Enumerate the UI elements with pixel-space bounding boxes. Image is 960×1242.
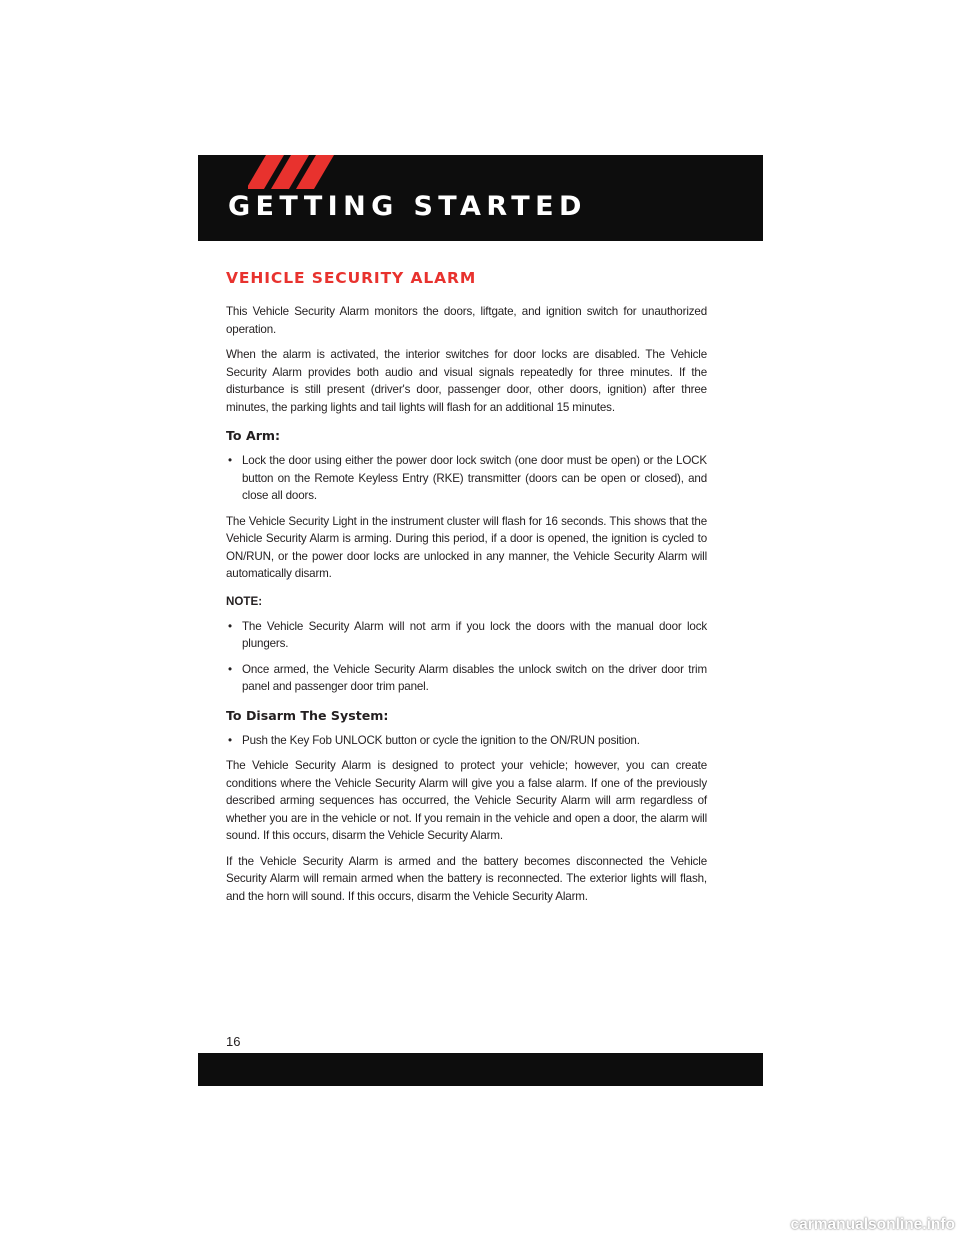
list-item (226, 618, 707, 653)
note-item-text: Once armed, the Vehicle Security Alarm disables the unlock switch on the driver door trim panel and passenger door trim panel. (242, 662, 707, 693)
bullet-icon: • (228, 662, 232, 676)
arm-heading: To Arm: (226, 428, 281, 443)
disarm-paragraph-2: If the Vehicle Security Alarm is armed and the battery becomes disconnected the Vehicle Security Alarm will remain armed when the battery is reconnected. The exterior lights will flash, and the horn will sound. If this occurs, disarm the Vehicle Security Alarm. (226, 854, 707, 903)
red-stripes-logo (248, 155, 348, 189)
arm-bullet-text: Lock the door using either the power door lock switch (one door must be open) or the LOCK button on the Remote Keyless Entry (RKE) transmitter (doors can be open or closed), and close all doors. (242, 454, 707, 502)
list-item (226, 452, 707, 505)
intro-paragraph: This Vehicle Security Alarm monitors the doors, liftgate, and ignition switch for unauthorized operation. (226, 305, 707, 336)
bullet-icon: • (228, 733, 232, 747)
page-content (226, 266, 707, 913)
disarm-heading: To Disarm The System: (226, 707, 389, 723)
bullet-icon: • (228, 454, 232, 467)
section-title: VEHICLE SECURITY ALARM (226, 269, 477, 287)
list-item (226, 661, 707, 696)
chapter-title: GETTING STARTED (228, 191, 587, 222)
arm-paragraph: The Vehicle Security Light in the instrument cluster will flash for 16 seconds. This shows that the Vehicle Security Alarm is arming. During this period, if a door is opened, the ignition is cycled to ON/RUN, or the power door locks are unlocked in any manner, the Vehicle Security Alarm will automatically disarm. (226, 514, 707, 580)
page-number: 16 (226, 1034, 241, 1049)
arm-list (226, 452, 707, 505)
bullet-icon: • (228, 619, 232, 633)
note-list (226, 618, 707, 696)
watermark-link[interactable]: carmanualsonline.info (790, 1216, 955, 1233)
activation-paragraph: When the alarm is activated, the interior switches for door locks are disabled. The Vehicle Security Alarm provides both audio and visual signals repeatedly for three minutes. If the disturbance is still present (driver's door, passenger door, other doors, ignition) after three minutes, the parking lights and tail lights will flash for an additional 15 minutes. (226, 348, 707, 414)
disarm-list (226, 732, 707, 750)
list-item (226, 732, 707, 750)
disarm-bullet-text: Push the Key Fob UNLOCK button or cycle the ignition to the ON/RUN position. (242, 733, 640, 747)
disarm-paragraph-1: The Vehicle Security Alarm is designed to protect your vehicle; however, you can create conditions where the Vehicle Security Alarm will give you a false alarm. If one of the previously described arming sequences has occurred, the Vehicle Security Alarm will arm regardless of whether you are in the vehicle or not. If you remain in the vehicle and open a door, the alarm will sound. If this occurs, disarm the Vehicle Security Alarm. (226, 759, 707, 842)
note-item-text: The Vehicle Security Alarm will not arm if you lock the doors with the manual door lock plungers. (242, 619, 707, 650)
section-header-bar (198, 155, 763, 241)
footer-bar (198, 1053, 763, 1086)
note-label: NOTE: (226, 594, 263, 608)
